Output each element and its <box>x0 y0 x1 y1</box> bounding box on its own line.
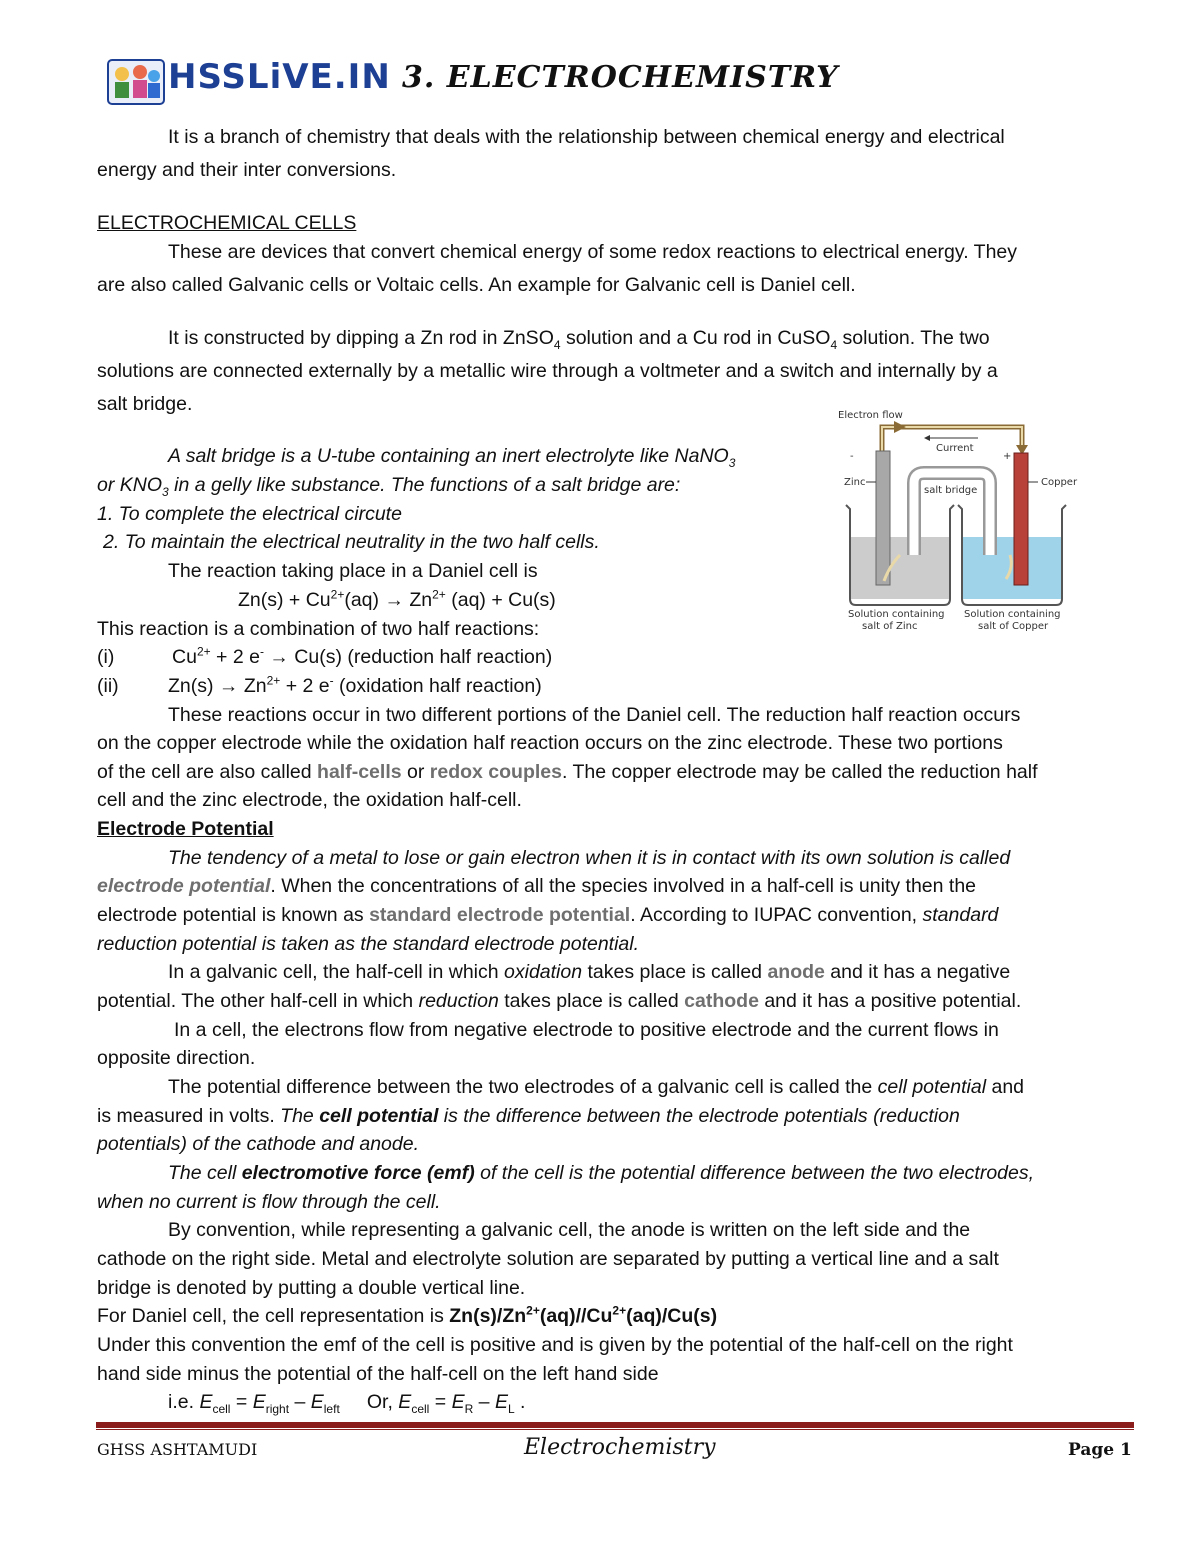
footer-school: GHSS ASHTAMUDI <box>97 1440 258 1459</box>
hsslive-logo <box>106 56 166 108</box>
paragraph-line: hand side minus the potential of the half-cell on the left hand side <box>97 1363 659 1385</box>
right-solution-caption: Solution containing <box>964 609 1061 620</box>
paragraph-line: is measured in volts. The cell potential is the difference between the electrode potentials (reduction <box>97 1105 960 1127</box>
logo-text: HSSLiVE.IN <box>168 57 391 97</box>
current-label: Current <box>936 443 974 454</box>
plus-label: + <box>1003 451 1012 462</box>
paragraph-line: cathode on the right side. Metal and electrolyte solution are separated by putting a vertical line and a salt <box>97 1248 999 1270</box>
section-heading-cells: ELECTROCHEMICAL CELLS <box>97 212 357 234</box>
right-solution-caption: salt of Copper <box>978 621 1049 632</box>
half-reactions-intro: This reaction is a combination of two half reactions: <box>97 618 540 640</box>
copper-label: Copper <box>1041 477 1078 488</box>
footer-rule-thin <box>96 1429 1134 1430</box>
paragraph-line: The cell electromotive force (emf) of the cell is the potential difference between the two electrodes, <box>168 1162 1035 1184</box>
paragraph-line: In a galvanic cell, the half-cell in which oxidation takes place is called anode and it has a negative <box>168 961 1011 983</box>
paragraph-line: cell and the zinc electrode, the oxidation half-cell. <box>97 789 522 811</box>
paragraph-line: are also called Galvanic cells or Voltaic cells. An example for Galvanic cell is Daniel cell. <box>97 274 856 296</box>
salt-bridge-label: salt bridge <box>924 485 978 496</box>
salt-bridge-line: or $KNO_3$ in a gelly like substance. The functions of a salt bridge are: <box>97 474 681 499</box>
reaction-intro: The reaction taking place in a Daniel cell is <box>168 560 538 582</box>
half-reaction-reduction: $Cu^{2+} + 2$ e- → Cu(s) (reduction half reaction) <box>172 644 553 668</box>
paragraph-line: on the copper electrode while the oxidation half reaction occurs on the zinc electrode. These two portions <box>97 732 1003 754</box>
intro-line: energy and their inter conversions. <box>97 159 397 181</box>
emf-equation: i.e. $E_{cell} = E_{right} - E_{left}$ Or, $E_{cell} = E_R - E_L$ . <box>168 1391 526 1416</box>
paragraph-line: These are devices that convert chemical energy of some redox reactions to electrical energy. They <box>168 241 1018 263</box>
intro-line: It is a branch of chemistry that deals with the relationship between chemical energy and electrical <box>168 126 1005 148</box>
page-title: 3. ELECTROCHEMISTRY <box>402 60 839 95</box>
paragraph-line: reduction potential is taken as the standard electrode potential. <box>97 933 640 955</box>
left-solution-caption: salt of Zinc <box>862 621 918 632</box>
paragraph-line: Under this convention the emf of the cell is positive and is given by the potential of the half-cell on the right <box>97 1334 1013 1356</box>
electron-flow-arrow-icon <box>894 421 906 433</box>
copper-electrode <box>1014 453 1028 585</box>
half-reaction-number: (i) <box>97 646 115 668</box>
minus-label: - <box>850 451 854 462</box>
paragraph-line: These reactions occur in two different portions of the Daniel cell. The reduction half reaction occurs <box>168 704 1021 726</box>
half-reaction-oxidation: $Zn(s) \to Zn^{2+} + 2$ e- (oxidation half reaction) <box>168 673 542 697</box>
paragraph-line: By convention, while representing a galvanic cell, the anode is written on the left side and the <box>168 1219 971 1241</box>
paragraph-line: The potential difference between the two electrodes of a galvanic cell is called the cell potential and <box>168 1076 1025 1098</box>
page-number: Page 1 <box>1068 1440 1132 1460</box>
paragraph-line: opposite direction. <box>97 1047 256 1069</box>
footer-rule <box>96 1422 1134 1428</box>
daniel-cell-diagram <box>838 405 1088 637</box>
paragraph-line: bridge is denoted by putting a double vertical line. <box>97 1277 526 1299</box>
salt-bridge-function: 2. To maintain the electrical neutrality in the two half cells. <box>103 531 600 553</box>
paragraph-line: electrode potential is known as standard electrode potential. According to IUPAC convention, standard <box>97 904 999 926</box>
half-reaction-number: (ii) <box>97 675 119 697</box>
zinc-electrode <box>876 451 890 585</box>
paragraph-line: salt bridge. <box>97 393 193 415</box>
electron-flow-label: Electron flow <box>838 410 903 421</box>
footer-subject: Electrochemistry <box>524 1435 716 1460</box>
paragraph-line: of the cell are also called half-cells or redox couples. The copper electrode may be called the reduction half <box>97 761 1038 783</box>
salt-bridge-line: A salt bridge is a U-tube containing an inert electrolyte like NaNO$_3$ <box>168 445 736 470</box>
paragraph-line: The tendency of a metal to lose or gain electron when it is in contact with its own solution is called <box>168 847 1011 869</box>
cell-representation: For Daniel cell, the cell representation is $Zn(s)/Zn^{2+}(aq)//Cu^{2+}(aq)/Cu(s)$ <box>97 1303 718 1327</box>
paragraph-line: electrode potential. When the concentrations of all the species involved in a half-cell is unity then the <box>97 875 977 897</box>
left-solution-caption: Solution containing <box>848 609 945 620</box>
paragraph-line: potential. The other half-cell in which reduction takes place is called cathode and it has a positive potential. <box>97 990 1022 1012</box>
zinc-solution-tint <box>850 537 950 599</box>
paragraph-line: In a cell, the electrons flow from negative electrode to positive electrode and the current flows in <box>174 1019 999 1041</box>
paragraph-line: potentials) of the cathode and anode. <box>97 1133 419 1155</box>
salt-bridge-function: 1. To complete the electrical circute <box>97 503 402 525</box>
current-arrow-icon <box>924 435 930 441</box>
section-heading-potential: Electrode Potential <box>97 818 274 840</box>
paragraph-line: when no current is flow through the cell. <box>97 1191 441 1213</box>
paragraph-line: It is constructed by dipping a Zn rod in ZnSO$_4$ solution and a Cu rod in CuSO$_4$ solution. The two <box>168 327 990 352</box>
daniel-cell-equation: $Zn(s) + Cu^{2+}(aq) \to Zn^{2+}$ (aq) + Cu(s) <box>238 587 556 611</box>
paragraph-line: solutions are connected externally by a metallic wire through a voltmeter and a switch and internally by a <box>97 360 998 382</box>
zinc-label: Zinc <box>844 477 866 488</box>
